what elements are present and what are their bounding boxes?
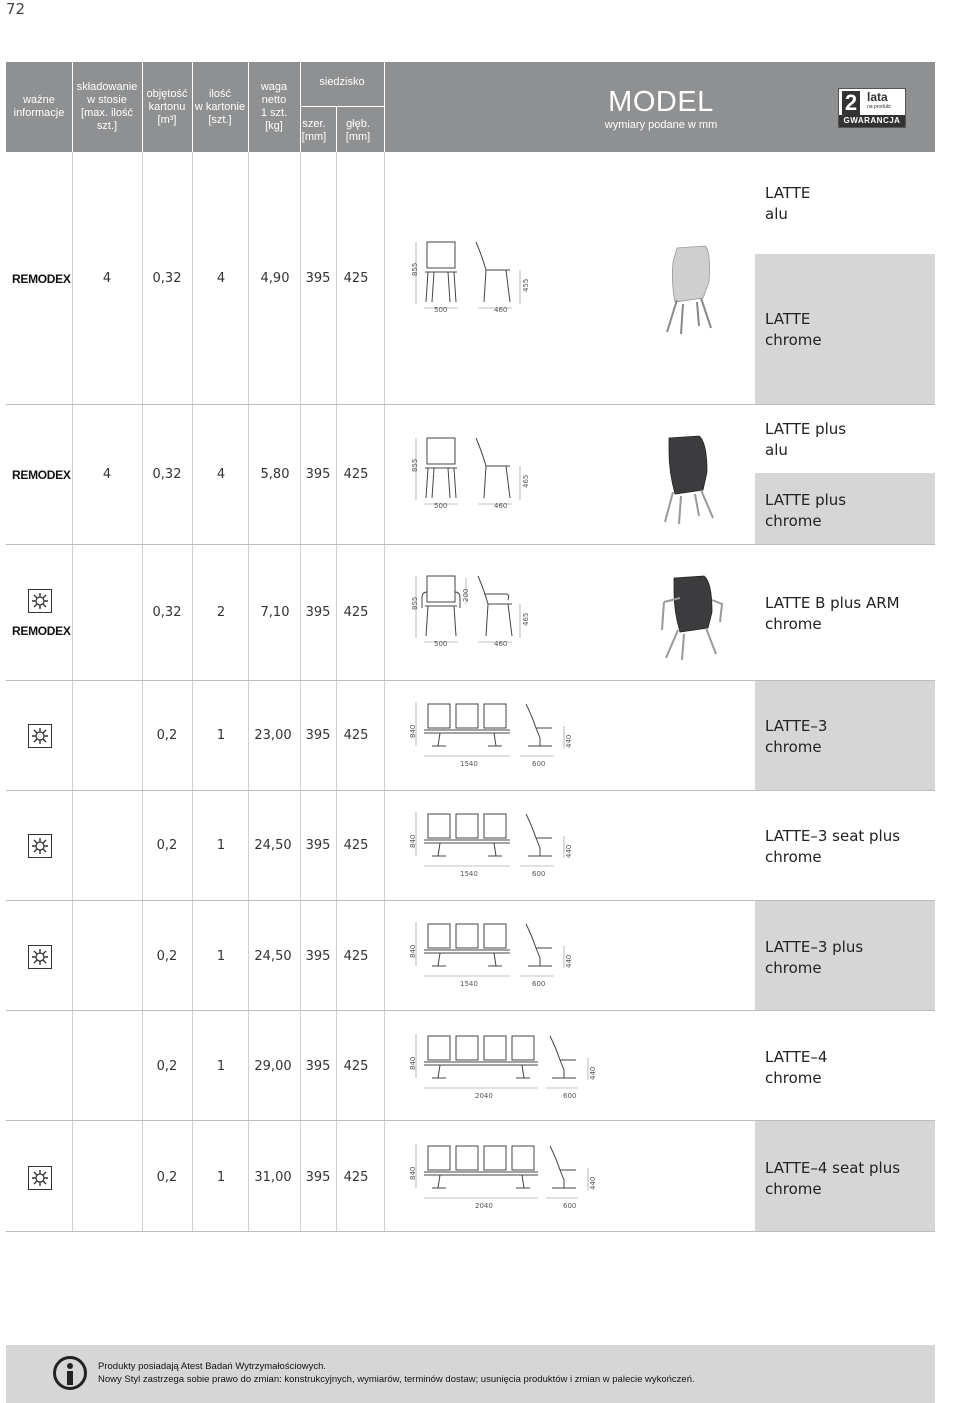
quantity-value: 4 <box>216 467 226 482</box>
guarantee-lata: lata <box>867 90 888 104</box>
seat-width-value: 395 <box>305 838 331 853</box>
beam-seating-drawing <box>400 1030 610 1105</box>
new-product-icon <box>28 1166 52 1190</box>
header-volume: objętość kartonu [m³] <box>146 87 188 126</box>
beam-seating-drawing <box>400 698 590 773</box>
width-dimension: 500 <box>434 502 448 510</box>
width-dimension: 1540 <box>460 760 478 768</box>
armrest-dimension: 200 <box>462 588 470 602</box>
beam-seating-drawing <box>400 918 590 993</box>
info-icon <box>53 1356 87 1390</box>
storage-value: 4 <box>102 467 112 482</box>
depth-dimension: 600 <box>563 1092 577 1100</box>
quantity-value: 2 <box>216 605 226 620</box>
product-name: LATTE–4 chrome <box>765 1048 828 1087</box>
volume-value: 0,2 <box>156 1170 178 1185</box>
beam-seating-drawing <box>400 1140 610 1215</box>
depth-dimension: 460 <box>494 306 508 314</box>
seat-depth-value: 425 <box>343 949 369 964</box>
footer-line-1: Produkty posiadają Atest Badań Wytrzymałościowych. <box>98 1361 327 1372</box>
remodex-logo: REMODEX <box>12 468 71 482</box>
weight-value: 24,50 <box>254 838 292 853</box>
remodex-logo: REMODEX <box>12 624 71 638</box>
seat-width-value: 395 <box>305 1059 331 1074</box>
header-seat-width: szer. [mm] <box>301 118 327 143</box>
new-product-icon <box>28 724 52 748</box>
seat-height-dimension: 465 <box>522 474 530 488</box>
height-dimension: 855 <box>411 262 419 276</box>
volume-value: 0,2 <box>156 949 178 964</box>
volume-value: 0,2 <box>156 728 178 743</box>
height-dimension: 840 <box>409 944 417 958</box>
header-seat: siedzisko <box>319 76 365 88</box>
remodex-logo: REMODEX <box>12 272 71 286</box>
product-name: LATTE–3 plus chrome <box>765 938 864 977</box>
volume-value: 0,2 <box>156 838 178 853</box>
guarantee-years: 2 <box>842 91 860 115</box>
depth-dimension: 460 <box>494 502 508 510</box>
height-dimension: 840 <box>409 1056 417 1070</box>
header-quantity: ilość w kartonie [szt.] <box>194 87 246 126</box>
quantity-value: 4 <box>216 271 226 286</box>
seat-height-dimension: 455 <box>522 278 530 292</box>
seat-width-value: 395 <box>305 271 331 286</box>
chair-photo <box>655 242 725 336</box>
seat-depth-value: 425 <box>343 728 369 743</box>
seat-width-value: 395 <box>305 605 331 620</box>
table-header <box>6 62 935 152</box>
weight-value: 5,80 <box>260 467 290 482</box>
depth-dimension: 460 <box>494 640 508 648</box>
volume-value: 0,32 <box>152 467 182 482</box>
chair-photo <box>655 432 725 526</box>
quantity-value: 1 <box>216 1170 226 1185</box>
guarantee-badge <box>838 88 906 128</box>
seat-depth-value: 425 <box>343 605 369 620</box>
header-important: ważne informacje <box>13 94 65 119</box>
height-dimension: 855 <box>411 458 419 472</box>
header-storage: składowanie w stosie [max. ilość szt.] <box>76 81 138 132</box>
seat-width-value: 395 <box>305 728 331 743</box>
beam-seating-drawing <box>400 808 590 883</box>
seat-height-dimension: 440 <box>565 954 573 968</box>
weight-value: 31,00 <box>254 1170 292 1185</box>
quantity-value: 1 <box>216 1059 226 1074</box>
new-product-icon <box>28 589 52 613</box>
seat-height-dimension: 440 <box>589 1176 597 1190</box>
weight-value: 24,50 <box>254 949 292 964</box>
height-dimension: 855 <box>411 596 419 610</box>
product-name: LATTE–3 seat plus chrome <box>765 827 901 866</box>
volume-value: 0,32 <box>152 271 182 286</box>
depth-dimension: 600 <box>563 1202 577 1210</box>
quantity-value: 1 <box>216 838 226 853</box>
header-model: MODEL <box>608 86 714 118</box>
new-product-icon <box>28 834 52 858</box>
volume-value: 0,32 <box>152 605 182 620</box>
volume-value: 0,2 <box>156 1059 178 1074</box>
seat-width-value: 395 <box>305 467 331 482</box>
height-dimension: 840 <box>409 724 417 738</box>
seat-depth-value: 425 <box>343 271 369 286</box>
guarantee-note: na produkt <box>867 104 891 110</box>
seat-depth-value: 425 <box>343 1059 369 1074</box>
product-name: LATTE alu <box>765 184 811 223</box>
footer-line-2: Nowy Styl zastrzega sobie prawo do zmian: konstrukcyjnych, wymiarów, terminów dostaw; usunięcia produktów i zmian w palecie wykończeń. <box>98 1374 695 1385</box>
seat-width-value: 395 <box>305 949 331 964</box>
header-weight: waga netto 1 szt. [kg] <box>260 81 288 132</box>
width-dimension: 500 <box>434 640 448 648</box>
depth-dimension: 600 <box>532 980 546 988</box>
seat-height-dimension: 440 <box>565 844 573 858</box>
weight-value: 29,00 <box>254 1059 292 1074</box>
depth-dimension: 600 <box>532 870 546 878</box>
quantity-value: 1 <box>216 949 226 964</box>
seat-height-dimension: 465 <box>522 612 530 626</box>
height-dimension: 840 <box>409 834 417 848</box>
seat-height-dimension: 440 <box>589 1066 597 1080</box>
weight-value: 4,90 <box>260 271 290 286</box>
seat-depth-value: 425 <box>343 838 369 853</box>
quantity-value: 1 <box>216 728 226 743</box>
product-name: LATTE plus chrome <box>765 491 847 530</box>
product-name: LATTE plus alu <box>765 420 847 459</box>
footer-note <box>6 1345 935 1403</box>
height-dimension: 840 <box>409 1166 417 1180</box>
armchair-photo <box>650 572 730 662</box>
product-name: LATTE B plus ARM chrome <box>765 594 900 633</box>
width-dimension: 2040 <box>475 1092 493 1100</box>
width-dimension: 2040 <box>475 1202 493 1210</box>
header-dimensions-note: wymiary podane w mm <box>604 119 718 131</box>
depth-dimension: 600 <box>532 760 546 768</box>
seat-height-dimension: 440 <box>565 734 573 748</box>
seat-depth-value: 425 <box>343 467 369 482</box>
footer-text <box>98 1360 695 1386</box>
weight-value: 7,10 <box>260 605 290 620</box>
page-number: 72 <box>6 0 26 18</box>
seat-depth-value: 425 <box>343 1170 369 1185</box>
product-name: LATTE–3 chrome <box>765 717 828 756</box>
new-product-icon <box>28 945 52 969</box>
width-dimension: 1540 <box>460 980 478 988</box>
storage-value: 4 <box>102 271 112 286</box>
guarantee-label: GWARANCJA <box>839 115 905 127</box>
product-name: LATTE chrome <box>765 310 822 349</box>
width-dimension: 500 <box>434 306 448 314</box>
product-name: LATTE–4 seat plus chrome <box>765 1159 901 1198</box>
seat-width-value: 395 <box>305 1170 331 1185</box>
weight-value: 23,00 <box>254 728 292 743</box>
header-seat-depth: głęb. [mm] <box>345 118 371 143</box>
width-dimension: 1540 <box>460 870 478 878</box>
